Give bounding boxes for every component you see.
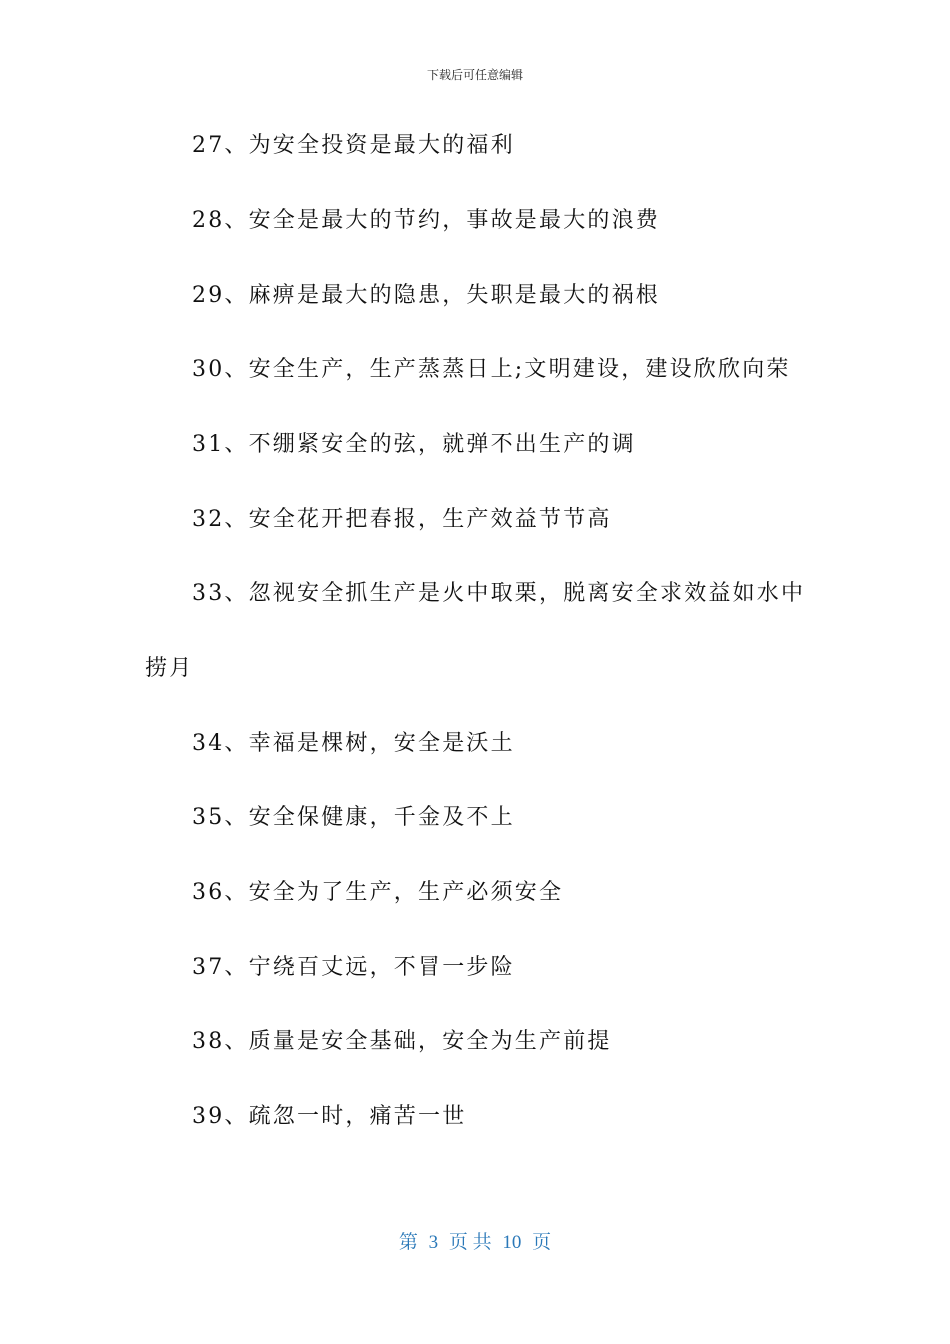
footer-middle: 页 共 <box>448 1232 492 1253</box>
slogan-28: 28、安全是最大的节约，事故是最大的浪费 <box>192 208 660 233</box>
slogan-31: 31、不绷紧安全的弦，就弹不出生产的调 <box>192 432 636 457</box>
slogan-36: 36、安全为了生产，生产必须安全 <box>192 880 564 905</box>
slogan-27: 27、为安全投资是最大的福利 <box>192 133 515 158</box>
header-note: 下载后可任意编辑 <box>426 68 523 82</box>
page-number-footer <box>0 1227 950 1254</box>
slogan-34: 34、幸福是棵树，安全是沃土 <box>192 731 515 756</box>
slogan-37: 37、宁绕百丈远，不冒一步险 <box>192 955 515 980</box>
footer-prefix: 第 <box>398 1232 418 1253</box>
footer-total-pages: 10 <box>502 1232 522 1253</box>
footer-current-page: 3 <box>428 1232 439 1253</box>
slogan-39: 39、疏忽一时，痛苦一世 <box>192 1104 467 1129</box>
slogan-38: 38、质量是安全基础，安全为生产前提 <box>192 1029 612 1054</box>
slogan-32: 32、安全花开把春报，生产效益节节高 <box>192 507 612 532</box>
slogan-33: 33、忽视安全抓生产是火中取栗，脱离安全求效益如水中 <box>192 581 806 606</box>
slogan-33-continued: 捞月 <box>145 656 194 681</box>
slogan-30: 30、安全生产，生产蒸蒸日上;文明建设，建设欣欣向荣 <box>192 357 791 382</box>
footer-suffix: 页 <box>532 1232 552 1253</box>
slogan-35: 35、安全保健康，千金及不上 <box>192 805 515 830</box>
slogan-29: 29、麻痹是最大的隐患，失职是最大的祸根 <box>192 283 660 308</box>
